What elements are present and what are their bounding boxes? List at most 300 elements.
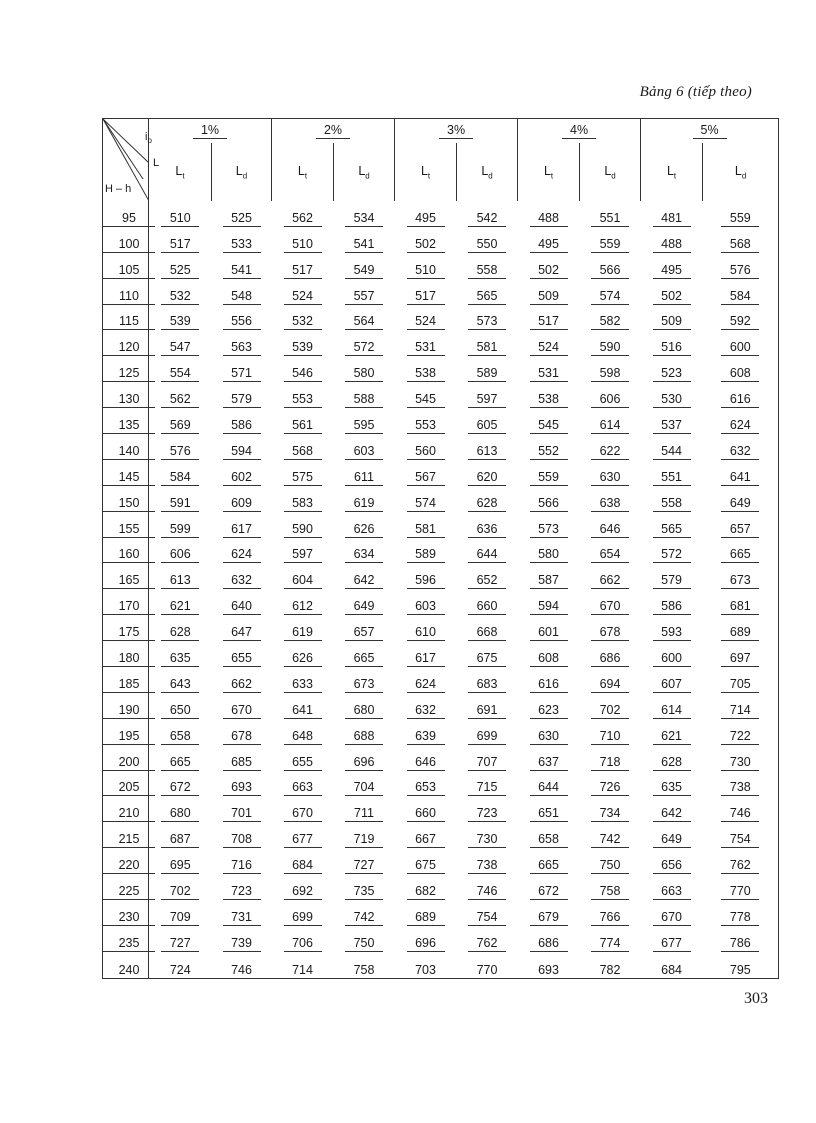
table-cell: 647 (212, 615, 272, 641)
table-cell: 726 (580, 771, 641, 797)
table-cell: 538 (395, 356, 457, 382)
row-header-height-diff: 165 (103, 563, 149, 589)
table-cell: 566 (580, 253, 641, 279)
table-cell: 697 (703, 641, 779, 667)
table-cell: 564 (334, 305, 395, 331)
table-cell: 646 (395, 745, 457, 771)
table-cell: 559 (518, 460, 580, 486)
table-cell: 596 (395, 563, 457, 589)
table-cell: 723 (212, 874, 272, 900)
row-header-height-diff: 235 (103, 926, 149, 952)
table-cell: 569 (149, 408, 212, 434)
table-cell: 648 (272, 719, 334, 745)
table-cell: 786 (703, 926, 779, 952)
table-cell: 590 (580, 330, 641, 356)
table-cell: 658 (149, 719, 212, 745)
table-cell: 665 (149, 745, 212, 771)
table-cell: 656 (641, 848, 703, 874)
table-cell: 582 (580, 305, 641, 331)
table-cell: 632 (703, 434, 779, 460)
table-cell: 636 (457, 512, 518, 538)
table-cell: 590 (272, 512, 334, 538)
table-cell: 662 (580, 563, 641, 589)
table-cell: 584 (703, 279, 779, 305)
table-cell: 711 (334, 796, 395, 822)
table-cell: 675 (395, 848, 457, 874)
table-cell: 738 (457, 848, 518, 874)
table-cell: 660 (457, 589, 518, 615)
table-cell: 624 (395, 667, 457, 693)
row-header-height-diff: 135 (103, 408, 149, 434)
table-cell: 665 (334, 641, 395, 667)
table-row (103, 279, 779, 305)
table-cell: 617 (395, 641, 457, 667)
table-cell: 626 (272, 641, 334, 667)
table-cell: 530 (641, 382, 703, 408)
table-cell: 686 (518, 926, 580, 952)
table-cell: 663 (641, 874, 703, 900)
table-cell: 642 (334, 563, 395, 589)
table-cell: 616 (518, 667, 580, 693)
table-cell: 701 (212, 796, 272, 822)
table-cell: 680 (334, 693, 395, 719)
table-row (103, 874, 779, 900)
table-cell: 539 (149, 305, 212, 331)
table-cell: 643 (149, 667, 212, 693)
table-cell: 746 (703, 796, 779, 822)
row-header-height-diff: 105 (103, 253, 149, 279)
table-cell: 633 (272, 667, 334, 693)
table-cell: 553 (272, 382, 334, 408)
table-cell: 581 (457, 330, 518, 356)
table-cell: 654 (580, 538, 641, 564)
table-cell: 611 (334, 460, 395, 486)
table-cell: 614 (641, 693, 703, 719)
table-cell: 735 (334, 874, 395, 900)
table-cell: 634 (334, 538, 395, 564)
table-row (103, 486, 779, 512)
table-cell: 600 (641, 641, 703, 667)
table-cell: 622 (580, 434, 641, 460)
table-cell: 533 (212, 227, 272, 253)
table-cell: 694 (580, 667, 641, 693)
table-cell: 686 (580, 641, 641, 667)
table-cell: 758 (580, 874, 641, 900)
table-cell: 693 (518, 952, 580, 978)
table-cell: 568 (272, 434, 334, 460)
table-cell: 746 (212, 952, 272, 978)
row-header-height-diff: 95 (103, 201, 149, 227)
table-cell: 584 (149, 460, 212, 486)
table-cell: 558 (457, 253, 518, 279)
table-cell: 608 (518, 641, 580, 667)
table-cell: 539 (272, 330, 334, 356)
sub-header-Lt: $L_t$ (149, 143, 212, 201)
table-cell: 668 (457, 615, 518, 641)
table-cell: 589 (457, 356, 518, 382)
table-cell: 714 (703, 693, 779, 719)
table-cell: 628 (149, 615, 212, 641)
table-cell: 538 (518, 382, 580, 408)
table-caption: Bảng 6 (tiếp theo) (639, 84, 752, 100)
table-cell: 639 (395, 719, 457, 745)
table-cell: 640 (212, 589, 272, 615)
table-cell: 614 (580, 408, 641, 434)
table-cell: 624 (212, 538, 272, 564)
table-row (103, 822, 779, 848)
table-cell: 699 (457, 719, 518, 745)
sub-header-row (103, 143, 779, 201)
corner-cell (103, 119, 160, 202)
table-cell: 672 (149, 771, 212, 797)
table-cell: 730 (703, 745, 779, 771)
table-cell: 509 (641, 305, 703, 331)
table-cell: 702 (580, 693, 641, 719)
table-cell: 616 (703, 382, 779, 408)
table-row (103, 926, 779, 952)
table-cell: 605 (457, 408, 518, 434)
sub-header-Lt: $L_t$ (641, 143, 703, 201)
table-cell: 576 (149, 434, 212, 460)
table-cell: 658 (518, 822, 580, 848)
table-cell: 632 (395, 693, 457, 719)
table-cell: 531 (395, 330, 457, 356)
corner-label-length: L (153, 157, 160, 169)
table-cell: 689 (395, 900, 457, 926)
table-cell: 766 (580, 900, 641, 926)
table-row (103, 796, 779, 822)
table-cell: 545 (518, 408, 580, 434)
table-cell: 667 (395, 822, 457, 848)
table-cell: 573 (457, 305, 518, 331)
table-row (103, 460, 779, 486)
table-cell: 560 (395, 434, 457, 460)
table-cell: 547 (149, 330, 212, 356)
row-header-height-diff: 220 (103, 848, 149, 874)
table-cell: 549 (334, 253, 395, 279)
row-header-height-diff: 200 (103, 745, 149, 771)
group-header-4pct: 4% (518, 119, 641, 144)
table-cell: 719 (334, 822, 395, 848)
table-cell: 710 (580, 719, 641, 745)
table-cell: 670 (272, 796, 334, 822)
table-cell: 589 (395, 538, 457, 564)
table-cell: 544 (641, 434, 703, 460)
table-cell: 572 (334, 330, 395, 356)
row-header-height-diff: 120 (103, 330, 149, 356)
table-cell: 682 (395, 874, 457, 900)
table-cell: 588 (334, 382, 395, 408)
table-cell: 621 (149, 589, 212, 615)
table-cell: 559 (703, 201, 779, 227)
table-cell: 510 (272, 227, 334, 253)
table-cell: 612 (272, 589, 334, 615)
table-cell: 481 (641, 201, 703, 227)
sub-header-Ld: $L_d$ (334, 143, 395, 201)
table-cell: 608 (703, 356, 779, 382)
table-cell: 651 (518, 796, 580, 822)
table-cell: 663 (272, 771, 334, 797)
table-cell: 553 (395, 408, 457, 434)
table-cell: 510 (149, 201, 212, 227)
table-cell: 551 (641, 460, 703, 486)
table-cell: 649 (703, 486, 779, 512)
table-cell: 559 (580, 227, 641, 253)
table-cell: 727 (334, 848, 395, 874)
group-header-5pct: 5% (641, 119, 779, 144)
table-cell: 782 (580, 952, 641, 978)
table-cell: 673 (334, 667, 395, 693)
table-cell: 524 (395, 305, 457, 331)
sub-header-Lt: $L_t$ (395, 143, 457, 201)
row-header-height-diff: 115 (103, 305, 149, 331)
row-header-height-diff: 170 (103, 589, 149, 615)
sub-header-Ld: $L_d$ (703, 143, 779, 201)
table-cell: 597 (457, 382, 518, 408)
table-row (103, 434, 779, 460)
table-row (103, 952, 779, 978)
table-cell: 561 (272, 408, 334, 434)
table-row (103, 900, 779, 926)
table-cell: 653 (395, 771, 457, 797)
table-cell: 566 (518, 486, 580, 512)
table-cell: 619 (272, 615, 334, 641)
table-cell: 644 (457, 538, 518, 564)
table-cell: 524 (518, 330, 580, 356)
sub-header-Ld: $L_d$ (580, 143, 641, 201)
sub-header-Lt: $L_t$ (518, 143, 580, 201)
table-cell: 684 (641, 952, 703, 978)
table-cell: 715 (457, 771, 518, 797)
table-cell: 626 (334, 512, 395, 538)
table-cell: 525 (212, 201, 272, 227)
table-cell: 655 (272, 745, 334, 771)
table-cell: 604 (272, 563, 334, 589)
table-cell: 727 (149, 926, 212, 952)
table-cell: 689 (703, 615, 779, 641)
row-header-height-diff: 185 (103, 667, 149, 693)
row-header-height-diff: 140 (103, 434, 149, 460)
table-cell: 681 (703, 589, 779, 615)
table-cell: 523 (641, 356, 703, 382)
table-cell: 534 (334, 201, 395, 227)
table-cell: 642 (641, 796, 703, 822)
data-table (102, 118, 779, 979)
table-cell: 574 (580, 279, 641, 305)
table-cell: 576 (703, 253, 779, 279)
table-cell: 678 (212, 719, 272, 745)
table-cell: 624 (703, 408, 779, 434)
row-header-height-diff: 155 (103, 512, 149, 538)
table-cell: 562 (272, 201, 334, 227)
table-cell: 617 (212, 512, 272, 538)
table-cell: 568 (703, 227, 779, 253)
table-cell: 637 (518, 745, 580, 771)
table-cell: 628 (641, 745, 703, 771)
table-row (103, 641, 779, 667)
sub-header-Ld: $L_d$ (212, 143, 272, 201)
table-cell: 630 (518, 719, 580, 745)
table-row (103, 538, 779, 564)
table-cell: 548 (212, 279, 272, 305)
table-cell: 610 (395, 615, 457, 641)
table-cell: 708 (212, 822, 272, 848)
table-cell: 723 (457, 796, 518, 822)
table-row (103, 848, 779, 874)
table-row (103, 719, 779, 745)
table-cell: 635 (641, 771, 703, 797)
table-cell: 495 (395, 201, 457, 227)
table-cell: 650 (149, 693, 212, 719)
table-cell: 502 (395, 227, 457, 253)
table-cell: 556 (212, 305, 272, 331)
table-cell: 675 (457, 641, 518, 667)
table-row (103, 305, 779, 331)
table-cell: 599 (149, 512, 212, 538)
table-cell: 660 (395, 796, 457, 822)
table-cell: 673 (703, 563, 779, 589)
table-cell: 595 (334, 408, 395, 434)
table-cell: 580 (518, 538, 580, 564)
row-header-height-diff: 195 (103, 719, 149, 745)
sub-header-Lt: $L_t$ (272, 143, 334, 201)
table-cell: 670 (641, 900, 703, 926)
table-cell: 730 (457, 822, 518, 848)
table-cell: 580 (334, 356, 395, 382)
table-cell: 516 (641, 330, 703, 356)
table-cell: 641 (272, 693, 334, 719)
table-cell: 594 (518, 589, 580, 615)
table-cell: 587 (518, 563, 580, 589)
table-cell: 670 (212, 693, 272, 719)
table-cell: 602 (212, 460, 272, 486)
table-cell: 739 (212, 926, 272, 952)
table-cell: 509 (518, 279, 580, 305)
table-cell: 731 (212, 900, 272, 926)
table-row (103, 512, 779, 538)
table-cell: 702 (149, 874, 212, 900)
table-cell: 586 (212, 408, 272, 434)
table-cell: 541 (212, 253, 272, 279)
table-row (103, 382, 779, 408)
sub-header-Ld: $L_d$ (457, 143, 518, 201)
table-cell: 623 (518, 693, 580, 719)
table-cell: 662 (212, 667, 272, 693)
row-header-height-diff: 205 (103, 771, 149, 797)
table-cell: 742 (334, 900, 395, 926)
group-header-1pct: 1% (149, 119, 272, 144)
table-cell: 649 (641, 822, 703, 848)
row-header-height-diff: 130 (103, 382, 149, 408)
table-row (103, 693, 779, 719)
table-cell: 565 (641, 512, 703, 538)
table-cell: 641 (703, 460, 779, 486)
table-cell: 644 (518, 771, 580, 797)
table-cell: 550 (457, 227, 518, 253)
table-cell: 722 (703, 719, 779, 745)
table-cell: 579 (641, 563, 703, 589)
table-cell: 716 (212, 848, 272, 874)
table-cell: 586 (641, 589, 703, 615)
table-cell: 738 (703, 771, 779, 797)
table-cell: 679 (518, 900, 580, 926)
row-header-height-diff: 215 (103, 822, 149, 848)
table-cell: 688 (334, 719, 395, 745)
table-cell: 680 (149, 796, 212, 822)
table-cell: 524 (272, 279, 334, 305)
table-cell: 606 (149, 538, 212, 564)
table-cell: 601 (518, 615, 580, 641)
table-cell: 687 (149, 822, 212, 848)
table-cell: 591 (149, 486, 212, 512)
table-row (103, 201, 779, 227)
table-cell: 692 (272, 874, 334, 900)
row-header-height-diff: 160 (103, 538, 149, 564)
table-cell: 597 (272, 538, 334, 564)
table-cell: 770 (457, 952, 518, 978)
table-row (103, 615, 779, 641)
table-cell: 758 (334, 952, 395, 978)
table-cell: 517 (272, 253, 334, 279)
table-cell: 696 (395, 926, 457, 952)
table-cell: 571 (212, 356, 272, 382)
table-cell: 652 (457, 563, 518, 589)
table-cell: 495 (518, 227, 580, 253)
group-header-2pct: 2% (272, 119, 395, 144)
table-cell: 581 (395, 512, 457, 538)
table-cell: 750 (334, 926, 395, 952)
table-cell: 706 (272, 926, 334, 952)
table-cell: 592 (703, 305, 779, 331)
table-cell: 628 (457, 486, 518, 512)
table-cell: 630 (580, 460, 641, 486)
table-cell: 609 (212, 486, 272, 512)
row-header-height-diff: 175 (103, 615, 149, 641)
table-cell: 683 (457, 667, 518, 693)
table-cell: 705 (703, 667, 779, 693)
table-cell: 677 (641, 926, 703, 952)
table-cell: 613 (457, 434, 518, 460)
table-cell: 770 (703, 874, 779, 900)
table-cell: 750 (580, 848, 641, 874)
table-cell: 537 (641, 408, 703, 434)
table-cell: 762 (703, 848, 779, 874)
table-cell: 563 (212, 330, 272, 356)
table-cell: 545 (395, 382, 457, 408)
table-cell: 573 (518, 512, 580, 538)
table-cell: 742 (580, 822, 641, 848)
table-cell: 565 (457, 279, 518, 305)
table-row (103, 253, 779, 279)
table-cell: 606 (580, 382, 641, 408)
table-cell: 684 (272, 848, 334, 874)
table-cell: 665 (518, 848, 580, 874)
table-cell: 603 (395, 589, 457, 615)
table-cell: 488 (518, 201, 580, 227)
row-header-height-diff: 190 (103, 693, 149, 719)
table-cell: 672 (518, 874, 580, 900)
table-cell: 695 (149, 848, 212, 874)
table-cell: 517 (149, 227, 212, 253)
table-cell: 621 (641, 719, 703, 745)
row-header-height-diff: 240 (103, 952, 149, 978)
table-cell: 574 (395, 486, 457, 512)
table-cell: 583 (272, 486, 334, 512)
table-cell: 746 (457, 874, 518, 900)
table-cell: 754 (457, 900, 518, 926)
table-cell: 734 (580, 796, 641, 822)
table-cell: 665 (703, 538, 779, 564)
